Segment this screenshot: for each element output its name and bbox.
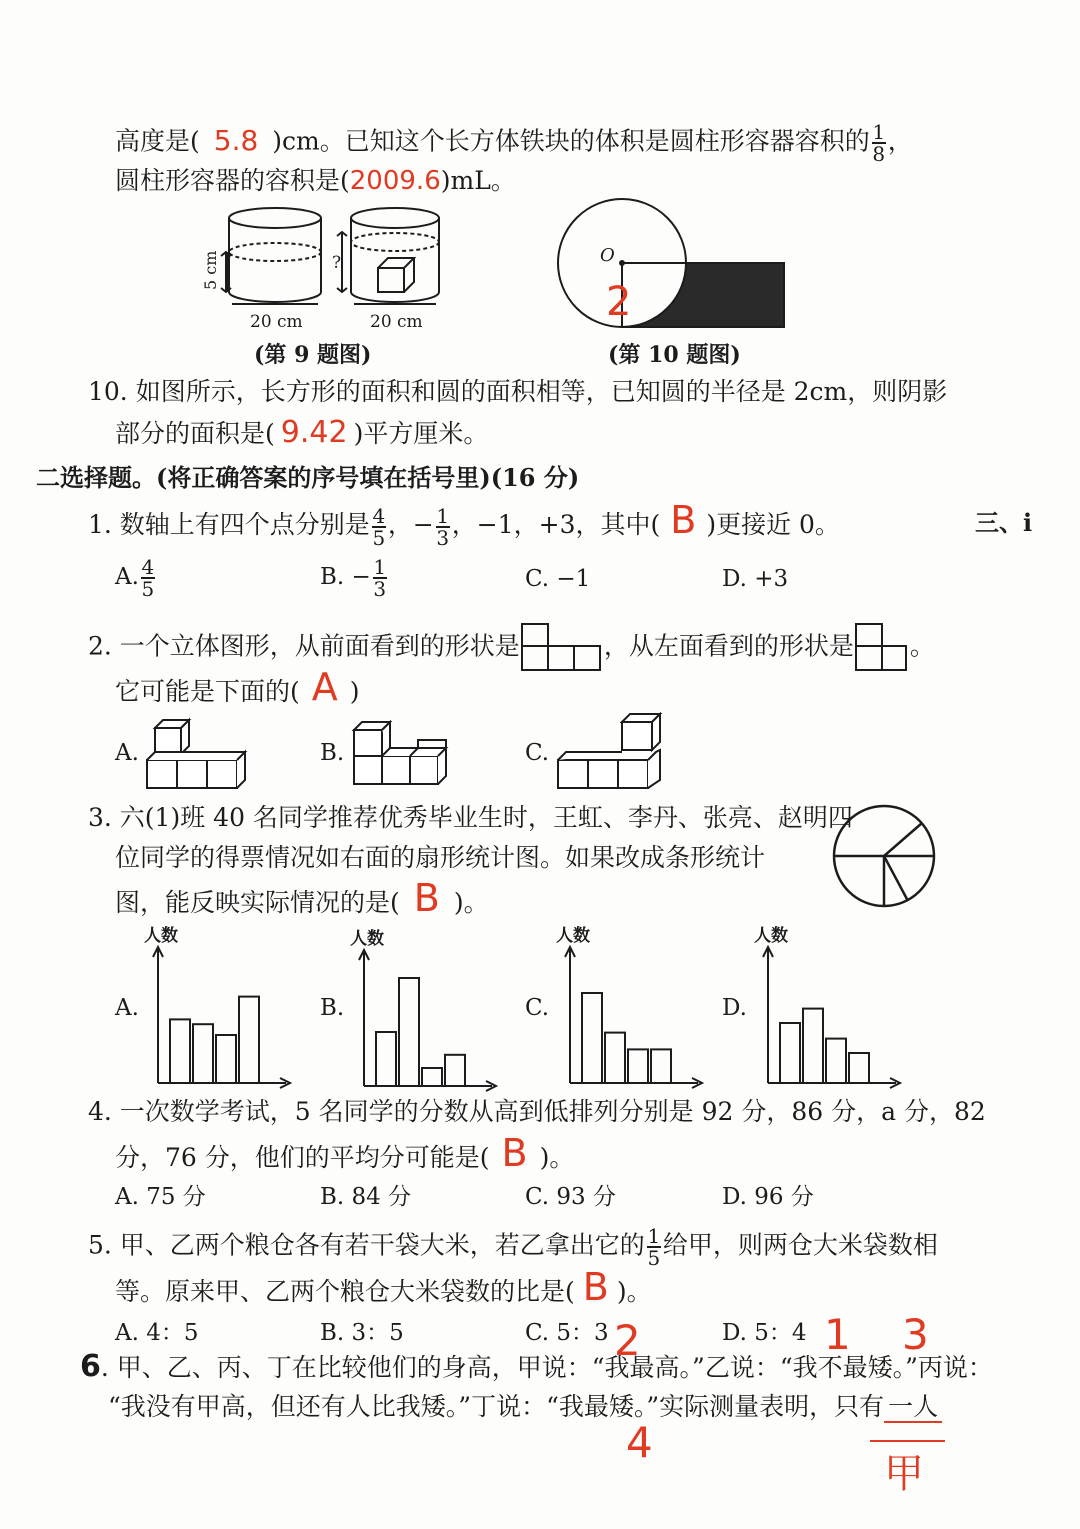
handwritten-jia: 甲 — [884, 1451, 924, 1497]
q9-line-1: 高度是( 5.8 )cm。已知这个长方体铁块的体积是圆柱形容器容积的 $\frac{1}{8}$ ， — [115, 120, 913, 166]
mc6-blank-filled: 一人 — [884, 1392, 942, 1423]
mc1-option-c: C. −1 — [525, 566, 591, 592]
mc3-line-2: 位同学的得票情况如右面的扇形统计图。如果改成条形统计 — [115, 843, 766, 872]
mc3-option-d-label: D. — [722, 995, 747, 1021]
fraction: $\frac{1}{8}$ — [872, 120, 886, 166]
y-axis-label: 人数 — [556, 926, 590, 946]
q9-answer-volume: 2009.6 — [349, 166, 441, 196]
bar — [399, 978, 419, 1086]
mc4-option-c: C. 93 分 — [525, 1184, 616, 1210]
bar — [605, 1033, 625, 1083]
mc2-option-b-label: B. — [320, 740, 345, 766]
mc3-option-b-label: B. — [320, 995, 345, 1021]
mc2-question-line-1: 2. 一个立体图形，从前面看到的形状是 ，从左面看到的形状是 。 — [88, 622, 935, 674]
q9-text: )cm。已知这个长方体铁块的体积是圆柱形容器容积的 — [272, 126, 870, 156]
mc4-option-a: A. 75 分 — [115, 1184, 206, 1210]
q9-fig-width-2: 20 cm — [370, 312, 423, 332]
q10-figure — [560, 205, 790, 330]
mc1-question: 1. 数轴上有四个点分别是 $\frac{4}{5}$ ，− $\frac{1}{3}$ ，−1，+3，其中( B )更接近 0。 — [88, 498, 840, 550]
q9-figure — [190, 200, 460, 340]
mc3-line-3: 图，能反映实际情况的是( B )。 — [115, 876, 489, 920]
mc1-option-b: B. − $\frac{1}{3}$ — [320, 555, 387, 601]
bar — [826, 1039, 846, 1083]
bar — [803, 1009, 823, 1083]
fraction: $\frac{1}{3}$ — [436, 503, 450, 550]
bar — [216, 1035, 236, 1083]
mc5-line-1: 5. 甲、乙两个粮仓各有若干袋大米，若乙拿出它的 $\frac{1}{5}$ 给甲，则两仓大米袋数相 — [88, 1224, 938, 1270]
mc6-line-2: “我没有甲高，但还有人比我矮。”丁说：“我最矮。”实际测量表明，只有 一人 — [108, 1392, 942, 1422]
bar-chart-d — [750, 925, 900, 1090]
side-fragment: 三、i — [975, 508, 1033, 537]
q9-line-2: 圆柱形容器的容积是(2009.6)mL。 — [115, 166, 516, 196]
mc4-line-1: 4. 一次数学考试，5 名同学的分数从高到低排列分别是 92 分，86 分，a 分，82 — [88, 1097, 986, 1126]
bar — [651, 1049, 671, 1083]
q9-fig-height-label: 5 cm — [201, 250, 220, 290]
bar — [582, 993, 602, 1083]
bar — [239, 997, 259, 1083]
handwritten-1: 1 — [824, 1310, 851, 1359]
fraction: $\frac{4}{5}$ — [372, 503, 386, 550]
y-axis-label: 人数 — [144, 926, 178, 946]
mc5-option-a: A. 4：5 — [115, 1320, 199, 1346]
mc4-line-2: 分，76 分，他们的平均分可能是( B )。 — [115, 1131, 575, 1175]
bar-chart-a — [140, 925, 290, 1090]
handwritten-4: 4 — [626, 1418, 653, 1467]
mc3-option-c-label: C. — [525, 995, 550, 1021]
mc2-option-a-figure — [145, 710, 255, 790]
bar — [193, 1024, 213, 1083]
handwritten-3: 3 — [902, 1310, 929, 1359]
mc5-line-2: 等。原来甲、乙两个粮仓大米袋数的比是( B )。 — [115, 1265, 652, 1309]
mc3-pie-chart — [832, 805, 942, 907]
mc3-answer: B — [413, 876, 440, 920]
bar-chart-c — [552, 925, 702, 1090]
mc1-answer: B — [670, 498, 697, 542]
front-view-shape — [520, 622, 604, 674]
mc2-option-b-figure — [352, 712, 464, 792]
y-axis-label: 人数 — [754, 926, 788, 946]
q10-answer: 9.42 — [280, 415, 348, 450]
mc4-option-d: D. 96 分 — [722, 1184, 814, 1210]
q10-fig-handwritten-2: 2 — [606, 279, 632, 325]
mc6-number: 6 — [80, 1349, 101, 1384]
fraction: $\frac{1}{5}$ — [647, 1224, 661, 1270]
mc4-option-b: B. 84 分 — [320, 1184, 412, 1210]
bar — [445, 1055, 465, 1086]
bar — [849, 1053, 869, 1083]
mc1-option-d: D. +3 — [722, 566, 789, 592]
mc5-option-c: C. 5：3 — [525, 1320, 609, 1346]
mc5-answer: B — [582, 1265, 609, 1309]
q9-text: 高度是( — [115, 126, 200, 156]
q9-answer-height: 5.8 — [213, 123, 259, 157]
mc2-question-line-2: 它可能是下面的( A ) — [115, 665, 360, 709]
mc3-line-1: 3. 六(1)班 40 名同学推荐优秀毕业生时，王虹、李丹、张亮、赵明四 — [88, 803, 853, 832]
q10-fig-center-label: O — [600, 245, 615, 266]
q9-fig-question-mark: ? — [332, 253, 342, 273]
bar — [376, 1032, 396, 1086]
mc2-option-c-figure — [556, 712, 668, 792]
mc1-option-a: A. $\frac{4}{5}$ — [115, 555, 155, 601]
mc2-option-c-label: C. — [525, 740, 550, 766]
mc4-answer: B — [501, 1131, 528, 1175]
bar — [780, 1023, 800, 1083]
q10-caption: (第 10 题图) — [608, 342, 741, 368]
section-2-heading: 二选择题。(将正确答案的序号填在括号里)(16 分) — [36, 463, 580, 492]
q10-line-1: 10. 如图所示，长方形的面积和圆的面积相等，已知圆的半径是 2cm，则阴影 — [88, 377, 948, 406]
mc5-option-d: D. 5：4 — [722, 1320, 807, 1346]
y-axis-label: 人数 — [350, 929, 384, 949]
mc5-option-b: B. 3：5 — [320, 1320, 404, 1346]
bar-chart-b — [346, 928, 496, 1090]
left-view-shape — [854, 622, 910, 674]
handwritten-2: 2 — [614, 1316, 641, 1365]
q9-caption: (第 9 题图) — [254, 342, 372, 368]
bar — [422, 1068, 442, 1086]
bar — [170, 1019, 190, 1083]
mc2-answer: A — [311, 665, 338, 709]
bar — [628, 1049, 648, 1083]
mc2-option-a-label: A. — [115, 740, 139, 766]
q9-fig-width-1: 20 cm — [250, 312, 303, 332]
mc6-line-1: 6. 甲、乙、丙、丁在比较他们的身高，甲说：“我最高。”乙说：“我不最矮。”丙说： — [80, 1349, 993, 1384]
mc3-option-a-label: A. — [115, 995, 139, 1021]
q10-line-2: 部分的面积是( 9.42 )平方厘米。 — [115, 415, 489, 450]
